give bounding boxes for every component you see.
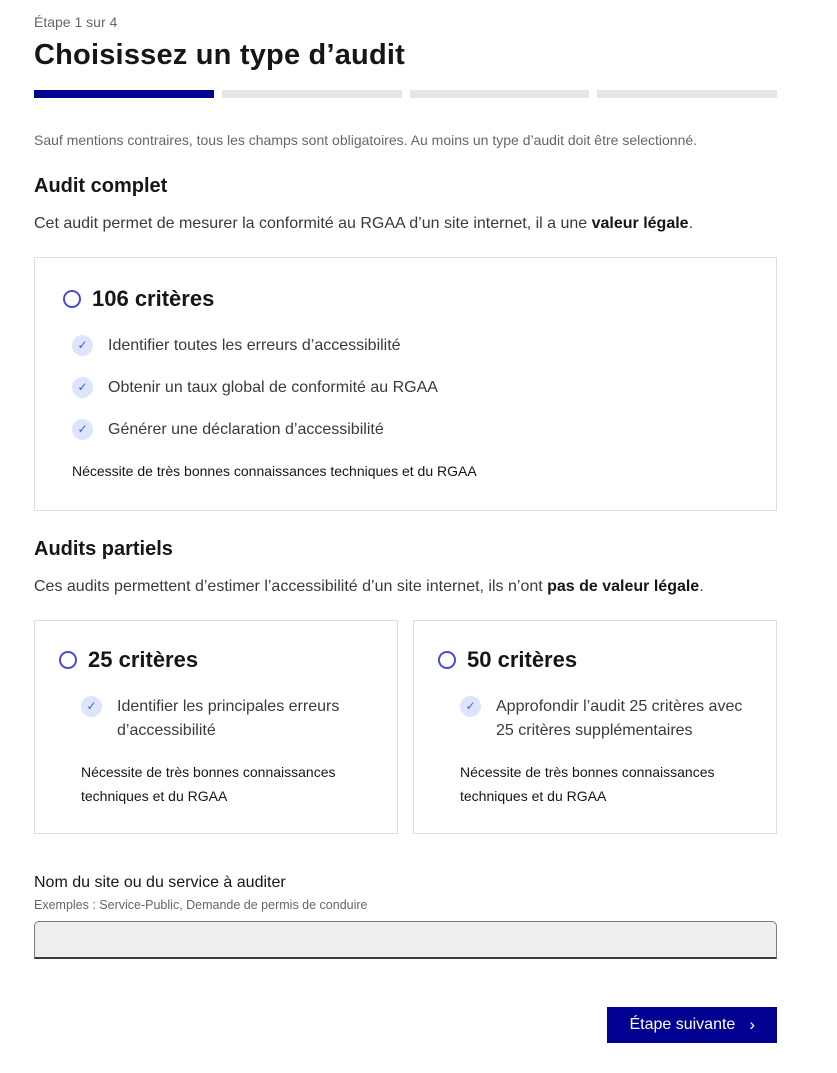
radio-input-50-criteres[interactable] <box>438 651 456 669</box>
card-note-25: Nécessite de très bonnes connaissances techniques et du RGAA <box>81 764 336 804</box>
audit-card-25-criteres[interactable] <box>34 620 398 834</box>
stepper-segment-2 <box>222 90 402 98</box>
section-heading-audit-complet: Audit complet <box>34 175 168 197</box>
audit-card-106-criteres[interactable] <box>34 257 777 511</box>
stepper-segment-3 <box>410 90 590 98</box>
radio-label-50-criteres: 50 critères <box>467 647 578 673</box>
check-icon: ✓ <box>72 419 93 440</box>
benefit-text: Identifier toutes les erreurs d’accessibilité <box>108 337 401 355</box>
site-name-field-group <box>34 874 777 959</box>
radio-row-25-criteres[interactable] <box>59 647 373 673</box>
benefits-list-25 <box>81 695 373 743</box>
radio-input-106-criteres[interactable] <box>63 290 81 308</box>
step-indicator: Étape 1 sur 4 <box>34 14 118 30</box>
check-icon: ✓ <box>81 696 102 717</box>
radio-input-25-criteres[interactable] <box>59 651 77 669</box>
radio-label-25-criteres: 25 critères <box>88 647 199 673</box>
stepper-segment-4 <box>597 90 777 98</box>
site-name-input[interactable] <box>34 921 777 959</box>
benefit-text: Générer une déclaration d’accessibilité <box>108 421 384 439</box>
description-suffix: . <box>688 215 694 232</box>
benefit-text: Approfondir l’audit 25 critères avec 25 critères supplémentaires <box>496 698 743 740</box>
check-icon: ✓ <box>72 335 93 356</box>
next-step-button-label: Étape suivante <box>629 1015 736 1033</box>
next-step-button[interactable] <box>607 1007 777 1043</box>
benefits-list-106 <box>72 334 748 442</box>
radio-row-50-criteres[interactable] <box>438 647 752 673</box>
benefit-text: Identifier les principales erreurs d’accessibilité <box>117 698 340 740</box>
list-item <box>72 376 748 400</box>
partial-audit-cards-row <box>34 598 777 834</box>
section-description-audits-partiels <box>34 575 777 598</box>
footer-actions <box>34 1007 777 1043</box>
radio-row-106-criteres[interactable] <box>63 286 748 312</box>
section-heading-audits-partiels: Audits partiels <box>34 537 173 560</box>
description-text: Cet audit permet de mesurer la conformité au RGAA d’un site internet, il a une <box>34 215 592 232</box>
chevron-right-icon: › <box>749 1015 755 1035</box>
page-title: Choisissez un type d’audit <box>34 39 405 71</box>
check-icon: ✓ <box>72 377 93 398</box>
stepper-segment-1-active <box>34 90 214 98</box>
check-icon: ✓ <box>460 696 481 717</box>
site-name-hint: Exemples : Service-Public, Demande de permis de conduire <box>34 897 368 912</box>
description-text: Ces audits permettent d’estimer l’accessibilité d’un site internet, ils n’ont <box>34 577 548 595</box>
benefit-text: Obtenir un taux global de conformité au RGAA <box>108 379 438 397</box>
description-bold: pas de valeur légale <box>547 577 700 595</box>
description-suffix: . <box>699 577 704 595</box>
list-item <box>81 695 373 743</box>
benefits-list-50 <box>460 695 752 743</box>
list-item <box>460 695 752 743</box>
audit-card-50-criteres[interactable] <box>413 620 777 834</box>
card-note-50: Nécessite de très bonnes connaissances techniques et du RGAA <box>460 764 715 804</box>
progress-stepper <box>34 90 777 98</box>
list-item <box>72 418 748 442</box>
list-item <box>72 334 748 358</box>
mandatory-fields-notice: Sauf mentions contraires, tous les champs sont obligatoires. Au moins un type d’audit doit être selectionné. <box>34 132 698 148</box>
card-note-106: Nécessite de très bonnes connaissances techniques et du RGAA <box>72 463 477 480</box>
description-bold: valeur légale <box>591 215 689 232</box>
radio-label-106-criteres: 106 critères <box>92 286 215 312</box>
section-description-audit-complet <box>34 212 777 235</box>
site-name-label: Nom du site ou du service à auditer <box>34 873 286 891</box>
